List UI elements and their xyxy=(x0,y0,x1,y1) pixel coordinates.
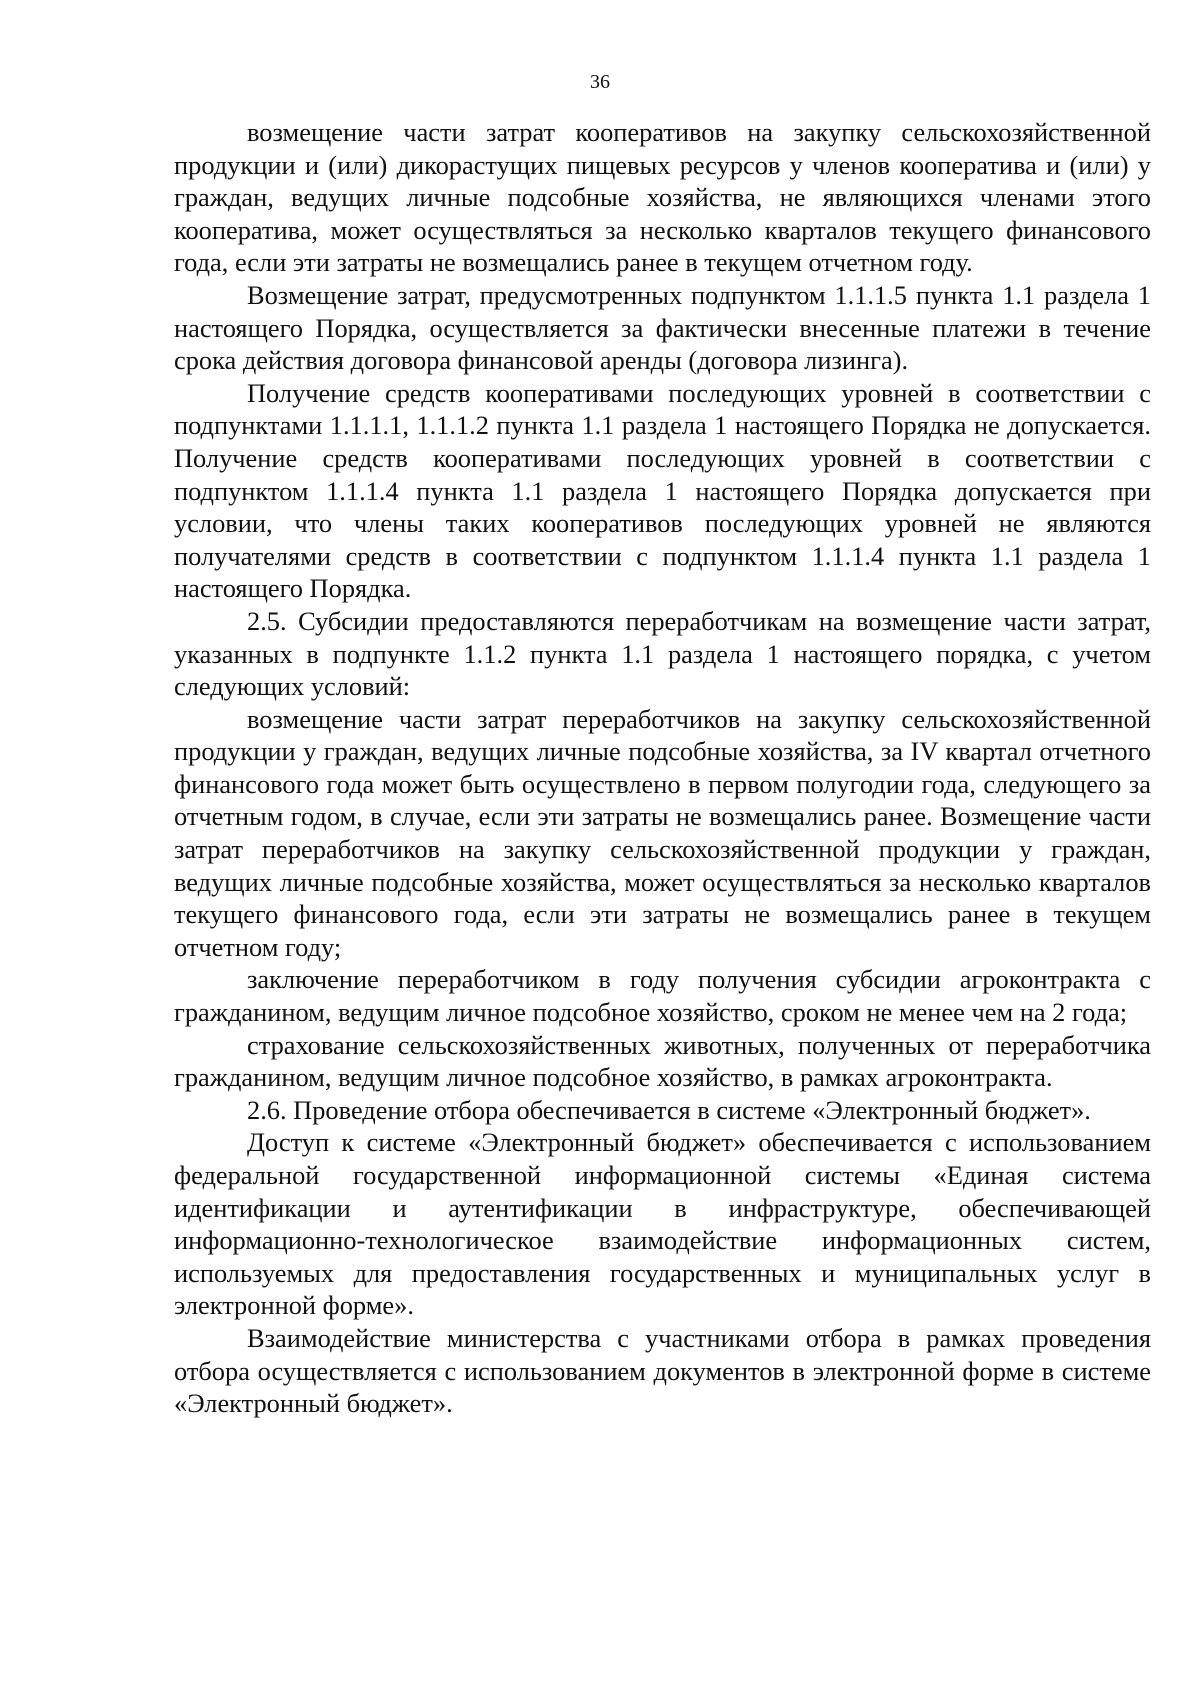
page-number: 36 xyxy=(590,71,610,93)
paragraph-reimbursement-cooperatives: возмещение части затрат кооперативов на закупку сельскохозяйственной продукции и (или) дикорастущих пищевых ресурсов у членов кооператива и (или) у граждан, ведущих личные подсобные хозяйства, не являющихся членами этого кооператива, может осуществляться за несколько кварталов текущего финансового года, если эти затраты не возмещались ранее в текущем отчетном году. xyxy=(174,117,1151,278)
document-body xyxy=(174,116,1151,1420)
paragraph-system-access: Доступ к системе «Электронный бюджет» обеспечивается с использованием федеральной государственной информационной системы «Единая система идентификации и аутентификации в инфраструктуре, обеспечивающей информационно-технологическое взаимодействие информационных систем, используемых для предоставления государственных и муниципальных услуг в электронной форме». xyxy=(174,1127,1151,1321)
paragraph-leasing-reimbursement: Возмещение затрат, предусмотренных подпунктом 1.1.1.5 пункта 1.1 раздела 1 настоящего Порядка, осуществляется за фактически внесенные платежи в течение срока действия договора финансовой аренды (договора лизинга). xyxy=(174,279,1151,376)
paragraph-higher-level-cooperatives: Получение средств кооперативами последующих уровней в соответствии с подпунктами 1.1.1.1, 1.1.1.2 пункта 1.1 раздела 1 настоящего Порядка не допускается. Получение средств кооперативами последующих уровней в соответствии с подпунктом 1.1.1.4 пункта 1.1 раздела 1 настоящего Порядка допускается при условии, что члены таких кооперативов последующих уровней не являются получателями средств в соответствии с подпунктом 1.1.1.4 пункта 1.1 раздела 1 настоящего Порядка. xyxy=(174,377,1151,604)
paragraph-interaction: Взаимодействие министерства с участниками отбора в рамках проведения отбора осуществляется с использованием документов в электронной форме в системе «Электронный бюджет». xyxy=(174,1322,1151,1419)
paragraph-clause-2-6: 2.6. Проведение отбора обеспечивается в системе «Электронный бюджет». xyxy=(247,1094,1091,1125)
paragraph-agrocontract: заключение переработчиком в году получения субсидии агроконтракта с гражданином, ведущим личное подсобное хозяйство, сроком не менее чем на 2 года; xyxy=(174,964,1151,1028)
paragraph-processor-reimbursement: возмещение части затрат переработчиков на закупку сельскохозяйственной продукции у граждан, ведущих личные подсобные хозяйства, за IV квартал отчетного финансового года может быть осуществлено в первом полугодии года, следующего за отчетным годом, в случае, если эти затраты не возмещались ранее. Возмещение части затрат переработчиков на закупку сельскохозяйственной продукции у граждан, ведущих личные подсобные хозяйства, может осуществляться за несколько кварталов текущего финансового года, если эти затраты не возмещались ранее в текущем отчетном году; xyxy=(174,703,1151,962)
paragraph-clause-2-5: 2.5. Субсидии предоставляются переработчикам на возмещение части затрат, указанных в подпункте 1.1.2 пункта 1.1 раздела 1 настоящего порядка, с учетом следующих условий: xyxy=(174,605,1151,702)
paragraph-animal-insurance: страхование сельскохозяйственных животных, полученных от переработчика гражданином, ведущим личное подсобное хозяйство, в рамках агроконтракта. xyxy=(174,1029,1151,1093)
